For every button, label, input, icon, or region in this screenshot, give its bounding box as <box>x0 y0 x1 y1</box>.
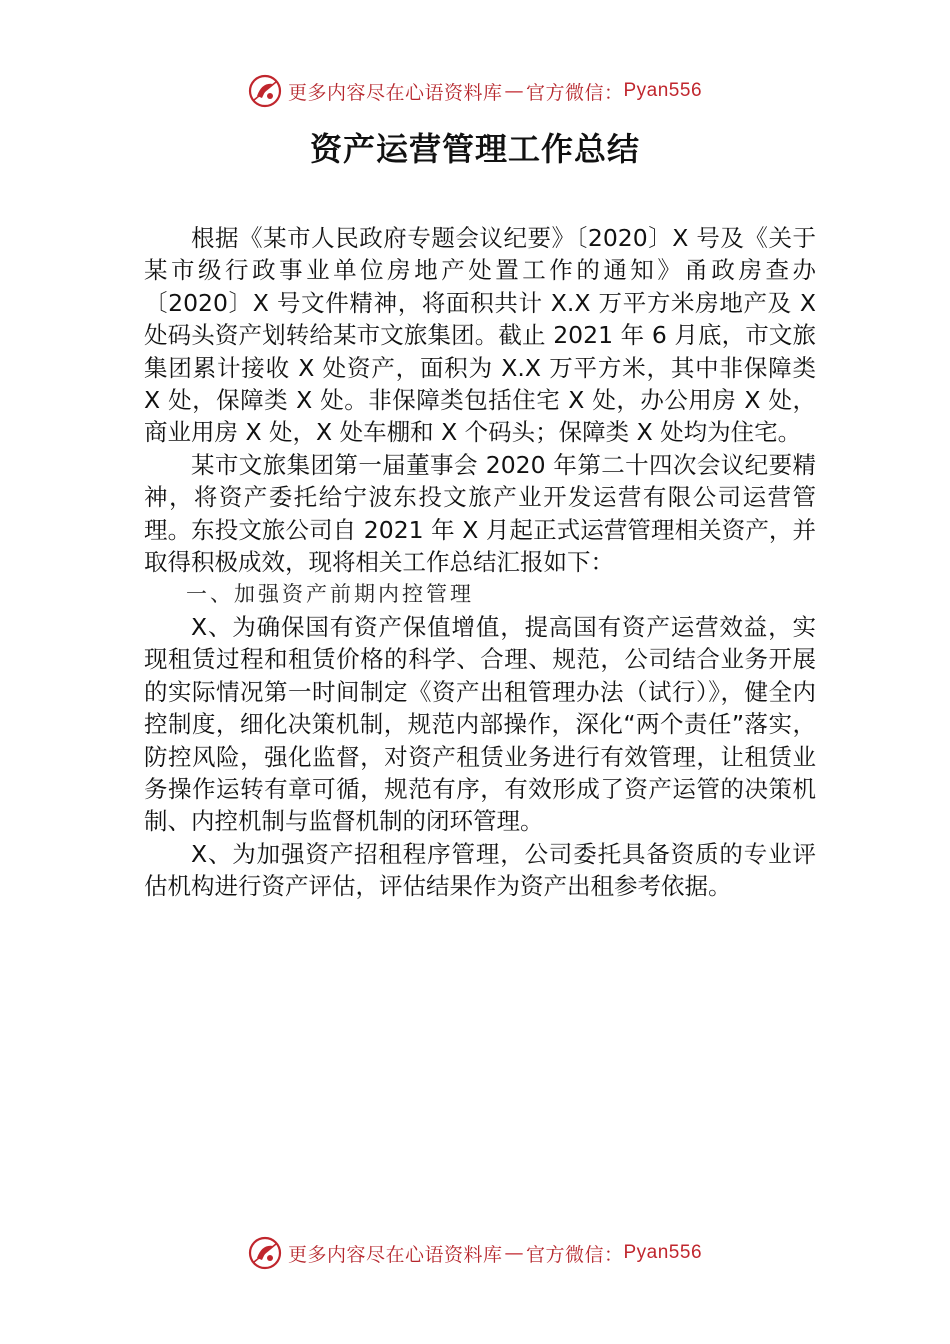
watermark-separator: — <box>504 1242 524 1264</box>
watermark-text: 更多内容尽在心语资料库 <box>287 81 503 104</box>
paragraph: X、为加强资产招租程序管理，公司委托具备资质的专业评估机构进行资产评估，评估结果作为资产出租参考依据。 <box>144 839 816 901</box>
paragraph: 根据《某市人民政府专题会议纪要》〔2020〕X 号及《关于某市级行政事业单位房地产处置工作的通知》甬政房查办〔2020〕X 号文件精神，将面积共计 X.X 万平方米房地产及 X 处码头资产划转给某市文旅集团。截止 2021 年 6 月底，市文旅集团累计接收 X 处资产，面积为 X.X 万平方米，其中非保障类 X 处，保障类 X 处。非保障类包括住宅 X 处，办公用房 X 处，商业用房 X 处，X 处车棚和 X 个码头；保障类 X 处均为住宅。 <box>144 224 816 447</box>
watermark-wechat-id: Pyan556 <box>623 80 703 101</box>
watermark-wechat-label: 官方微信： <box>525 81 624 104</box>
watermark-separator: — <box>504 80 524 102</box>
watermark-footer <box>0 1236 950 1270</box>
paragraph: 某市文旅集团第一届董事会 2020 年第二十四次会议纪要精神，将资产委托给宁波东投文旅产业开发运营有限公司运营管理。东投文旅公司自 2021 年 X 月起正式运营管理相关资产，并取得积极成效，现将相关工作总结汇报如下： <box>144 450 816 577</box>
watermark-header <box>0 74 950 108</box>
watermark-text: 更多内容尽在心语资料库 <box>287 1243 503 1266</box>
logo-icon <box>248 1236 282 1270</box>
watermark-wechat-label: 官方微信： <box>525 1243 624 1266</box>
watermark-wechat-id: Pyan556 <box>623 1242 703 1263</box>
document-title: 资产运营管理工作总结 <box>309 130 640 168</box>
section-heading: 一、加强资产前期内控管理 <box>186 582 474 607</box>
paragraph: X、为确保国有资产保值增值，提高国有资产运营效益，实现租赁过程和租赁价格的科学、合理、规范，公司结合业务开展的实际情况第一时间制定《资产出租管理办法（试行）》，健全内控制度，细化决策机制，规范内部操作，深化“两个责任”落实，防控风险，强化监督，对资产租赁业务进行有效管理，让租赁业务操作运转有章可循，规范有序，有效形成了资产运管的决策机制、内控机制与监督机制的闭环管理。 <box>144 612 816 836</box>
logo-icon <box>248 74 282 108</box>
document-body <box>144 222 816 903</box>
